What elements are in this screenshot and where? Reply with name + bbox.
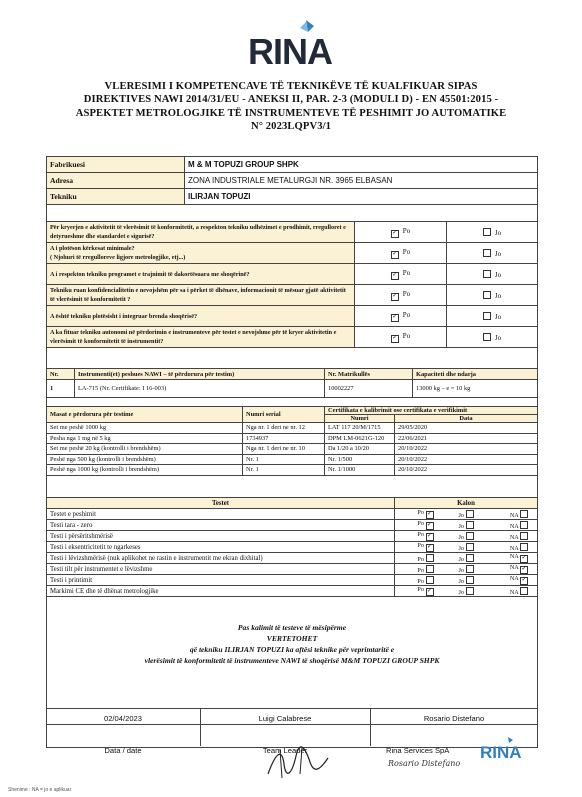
mass-serial: 1734937	[243, 433, 325, 444]
jo-checkbox[interactable]	[466, 587, 474, 595]
cert-number-header: Numri	[325, 415, 395, 423]
test-jo-cell	[443, 509, 483, 520]
mass-cert: Nr. 1/1000	[325, 465, 395, 476]
mass-row	[47, 465, 538, 476]
tests-header: Testet	[47, 498, 395, 509]
no-checkbox[interactable]	[483, 249, 491, 257]
no-label: Jo	[494, 249, 502, 258]
answer-yes-cell	[355, 264, 447, 285]
conclusion-line-2: VERTETOHET	[266, 634, 318, 643]
po-label: Po	[417, 555, 424, 563]
yes-label: Po	[402, 268, 411, 277]
na-checkbox[interactable]	[520, 587, 528, 595]
jo-checkbox[interactable]	[466, 576, 474, 584]
po-checkbox[interactable]: ✓	[426, 522, 433, 528]
test-row	[47, 542, 538, 553]
answer-no-cell	[447, 243, 538, 264]
yes-checkbox[interactable]: ✓	[392, 313, 398, 320]
test-row	[47, 553, 538, 564]
no-checkbox[interactable]	[483, 312, 491, 320]
no-checkbox[interactable]	[483, 270, 491, 278]
po-checkbox[interactable]: ✓	[426, 511, 433, 517]
test-po-cell	[395, 542, 443, 553]
no-label: Jo	[494, 270, 502, 279]
no-checkbox[interactable]	[483, 333, 491, 341]
na-checkbox[interactable]: ✓	[521, 555, 527, 561]
mass-date: 20/10/2022	[395, 454, 538, 465]
yes-label: Po	[402, 289, 411, 298]
test-jo-cell	[443, 531, 483, 542]
instr-header-serial: Nr. Matrikullës	[325, 369, 413, 380]
cert-header: Certifikata e kalibrimit ose certifikata e verifikimit	[325, 407, 538, 415]
masses-table	[46, 406, 538, 476]
po-checkbox[interactable]	[426, 565, 434, 573]
test-row	[47, 564, 538, 575]
svg-text:RINA: RINA	[248, 31, 332, 66]
yes-label: Po	[402, 310, 411, 319]
mass-mass: Set me peshë 20 kg (kontrolli i brendshëm)	[47, 444, 243, 455]
test-po-cell	[395, 575, 443, 586]
leader-signature	[262, 744, 332, 780]
cert-date-header: Data	[395, 415, 538, 423]
question-text: A ka fituar tekniku autonomi në përdorimin e instrumenteve për testet e nevojshme për të kryer aktivitetin e vlerësimit të konformitetit të instrumentit?	[47, 327, 355, 348]
test-po-cell	[395, 531, 443, 542]
na-label: NA	[509, 564, 519, 571]
signature-mid-rule	[46, 724, 538, 725]
yes-label: Po	[402, 226, 411, 235]
mass-row	[47, 433, 538, 444]
po-label: Po	[417, 586, 424, 593]
instr-header-capacity: Kapaciteti dhe ndarja	[413, 369, 538, 380]
test-name: Testi i printimit	[47, 575, 395, 586]
test-na-cell	[483, 553, 538, 564]
question-row	[47, 222, 538, 243]
na-label: NA	[509, 588, 519, 596]
answer-no-cell	[447, 306, 538, 327]
test-row	[47, 586, 538, 597]
po-label: Po	[417, 566, 424, 574]
mass-mass: Pesha nga 1 mg në 5 kg	[47, 433, 243, 444]
mass-cert: Da 1/20 a 10/20	[325, 444, 395, 455]
test-jo-cell	[443, 575, 483, 586]
mass-date: 29/05/2020	[395, 423, 538, 434]
mass-date: 22/06/2021	[395, 433, 538, 444]
director-name: Rosario Distefano	[423, 714, 485, 723]
date-value: 02/04/2023	[103, 714, 142, 723]
answer-no-cell	[447, 285, 538, 306]
question-text: A i plotëson kërkesat minimale? ( Njohuri të rregulloreve ligjore metrologjike, etj...)	[47, 243, 355, 264]
na-label: NA	[509, 575, 519, 582]
mass-serial: Nga nr. 1 deri ne nr. 12	[243, 423, 325, 434]
tests-table	[46, 497, 538, 597]
question-text: A është tekniku plotësisht i integruar brenda shoqërisë?	[47, 306, 355, 327]
answer-no-cell	[447, 327, 538, 348]
answer-no-cell	[447, 222, 538, 243]
director-signature: Rosario Distefano	[388, 759, 461, 768]
na-checkbox[interactable]	[520, 521, 528, 529]
title-line-3: ASPEKTET METROLOGJIKE TË INSTRUMENTEVE TË PESHIMIT JO AUTOMATIKE	[75, 107, 507, 119]
no-checkbox[interactable]	[483, 291, 491, 299]
answer-no-cell	[447, 264, 538, 285]
question-text: A i respekton tekniku programet e trajnimit të dakortësuara me shoqërinë?	[47, 264, 355, 285]
no-label: Jo	[494, 228, 502, 237]
jo-label: Jo	[458, 588, 464, 596]
test-na-cell	[483, 564, 538, 575]
test-na-cell	[483, 575, 538, 586]
no-checkbox[interactable]	[483, 228, 491, 236]
technician-label: Tekniku	[47, 189, 185, 205]
jo-checkbox[interactable]	[466, 543, 474, 551]
rina-logo	[248, 18, 334, 66]
test-na-cell	[483, 520, 538, 531]
test-row	[47, 575, 538, 586]
test-row	[47, 531, 538, 542]
manufacturer-label: Fabrikuesi	[47, 157, 185, 173]
passes-header: Kalon	[395, 498, 538, 509]
na-checkbox[interactable]	[520, 510, 528, 518]
po-label: Po	[417, 577, 424, 585]
rina-logo-small	[480, 736, 522, 760]
jo-label: Jo	[458, 511, 464, 519]
title-line-1: VLERESIMI I KOMPETENCAVE TË TEKNIKËVE TË KUALFIKUAR SIPAS	[104, 81, 478, 92]
svg-text:RINA: RINA	[480, 743, 522, 760]
po-checkbox[interactable]: ✓	[426, 544, 433, 550]
no-label: Jo	[494, 312, 502, 321]
jo-checkbox[interactable]	[466, 554, 474, 562]
document-title	[40, 80, 542, 134]
leader-name: Luigi Calabrese	[258, 714, 312, 723]
mass-mass: Peshë nga 1000 kg (kontrolli i brendshëm)	[47, 465, 243, 476]
po-label: Po	[417, 531, 424, 538]
po-label: Po	[417, 509, 424, 516]
yes-checkbox[interactable]: ✓	[392, 334, 398, 341]
no-label: Jo	[494, 333, 502, 342]
team-leader-label: Team Leader	[262, 746, 308, 755]
question-row	[47, 243, 538, 264]
address-label: Adresa	[47, 173, 185, 189]
instr-capacity: 13000 kg – e = 10 kg	[413, 380, 538, 398]
mass-cert: Nr. 1/500	[325, 454, 395, 465]
mass-date: 20/10/2022	[395, 465, 538, 476]
signature-top-rule	[46, 708, 538, 709]
na-label: NA	[509, 522, 519, 530]
manufacturer-value: M & M TOPUZI GROUP SHPK	[185, 157, 538, 173]
question-text: Për kryerjen e aktivitetit të vlerësimit të konformitetit, a respekton tekniku udhëzimet e prodhimit, rregulloret e detyrueshme dhe standardet e sigurisë?	[47, 222, 355, 243]
test-name: Testi i eksentricitetit te ngarkeses	[47, 542, 395, 553]
header-table	[46, 156, 538, 205]
question-row	[47, 327, 538, 348]
instr-header-nr: Nr.	[47, 369, 75, 380]
instruments-table	[46, 368, 538, 398]
answer-yes-cell	[355, 285, 447, 306]
yes-checkbox[interactable]: ✓	[392, 292, 398, 299]
question-row	[47, 285, 538, 306]
test-na-cell	[483, 509, 538, 520]
mass-serial: Nga nr. 1 deri ne nr. 10	[243, 444, 325, 455]
conclusion-line-3: që tekniku ILIRJAN TOPUZI ka aftësi teknike për veprimtaritë e	[189, 645, 395, 654]
na-checkbox[interactable]	[520, 532, 528, 540]
na-checkbox[interactable]	[520, 543, 528, 551]
test-jo-cell	[443, 553, 483, 564]
question-text: Tekniku ruan konfidencialitetin e nevojshëm për sa i përket të dhënave, informacionit të mësuar gjatë aktivitetit të vlerësimit të konformitetit ?	[47, 285, 355, 306]
test-name: Testet e peshimit	[47, 509, 395, 520]
na-label: NA	[509, 533, 519, 541]
yes-checkbox[interactable]: ✓	[392, 229, 398, 236]
po-checkbox[interactable]	[426, 576, 434, 584]
jo-label: Jo	[458, 555, 464, 563]
po-checkbox[interactable]: ✓	[426, 533, 433, 539]
conclusion-line-4: vlerësimit të konformitetit të instrumenteve NAWI të shoqërisë M&M TOPUZI GROUP SHPK	[144, 656, 440, 665]
test-name: Testi i lëvizshmërisë (nuk aplikohet ne rastin e instrumentit me ekran dixhital)	[47, 553, 395, 564]
jo-label: Jo	[458, 566, 464, 574]
test-jo-cell	[443, 586, 483, 597]
test-po-cell	[395, 553, 443, 564]
mass-header: Masat e përdorura për testime	[47, 407, 243, 423]
jo-label: Jo	[458, 533, 464, 541]
po-label: Po	[417, 520, 424, 527]
technician-value: ILIRJAN TOPUZI	[185, 189, 538, 205]
mass-serial: Nr. 1	[243, 465, 325, 476]
conclusion-line-1: Pas kalimit të testeve të mësipërme	[237, 623, 347, 632]
instr-serial: 10002227	[325, 380, 413, 398]
test-name: Testi i përsëritshmërisë	[47, 531, 395, 542]
jo-checkbox[interactable]	[466, 532, 474, 540]
jo-checkbox[interactable]	[466, 565, 474, 573]
jo-checkbox[interactable]	[466, 521, 474, 529]
questions-table	[46, 221, 538, 348]
instr-name: LA-715 (Nr. Certifikate: I 16-003)	[75, 380, 325, 398]
jo-checkbox[interactable]	[466, 510, 474, 518]
na-checkbox[interactable]: ✓	[521, 566, 527, 572]
date-label: Data / date	[104, 746, 142, 755]
test-jo-cell	[443, 564, 483, 575]
answer-yes-cell	[355, 306, 447, 327]
test-name: Testi tilt për instrumentet e lëvizshme	[47, 564, 395, 575]
test-row	[47, 520, 538, 531]
na-checkbox[interactable]: ✓	[521, 577, 527, 583]
mass-mass: Peshë nga 500 kg (kontrolli i brendshëm)	[47, 454, 243, 465]
po-label: Po	[417, 542, 424, 549]
test-po-cell	[395, 564, 443, 575]
test-row	[47, 509, 538, 520]
yes-checkbox[interactable]: ✓	[392, 250, 398, 257]
address-value: ZONA INDUSTRIALE METALURGJI NR. 3965 ELBASAN	[185, 173, 538, 189]
footer-note: Shenime : NA = jo e aplikuar	[8, 787, 72, 793]
conclusion	[46, 622, 538, 666]
yes-label: Po	[402, 331, 411, 340]
question-row	[47, 306, 538, 327]
jo-label: Jo	[458, 522, 464, 530]
test-po-cell	[395, 509, 443, 520]
test-na-cell	[483, 586, 538, 597]
instr-header-name: Instrumenti(et) peshues NAWI – të përdorura për testim)	[75, 369, 325, 380]
yes-checkbox[interactable]: ✓	[392, 271, 398, 278]
certificate-number: N° 2023LQPV3/1	[250, 121, 332, 133]
test-na-cell	[483, 542, 538, 553]
na-label: NA	[509, 553, 519, 560]
jo-label: Jo	[458, 544, 464, 552]
po-checkbox[interactable]: ✓	[426, 588, 433, 594]
mass-row	[47, 423, 538, 434]
test-name: Markimi CE dhe të dhënat metrologjike	[47, 586, 395, 597]
no-label: Jo	[494, 291, 502, 300]
question-row	[47, 264, 538, 285]
po-checkbox[interactable]	[426, 554, 434, 562]
answer-yes-cell	[355, 243, 447, 264]
test-jo-cell	[443, 542, 483, 553]
test-jo-cell	[443, 520, 483, 531]
company-name: Rina Services SpA	[386, 746, 450, 755]
mass-row	[47, 444, 538, 455]
mass-cert: LAT 117 20/M/1715	[325, 423, 395, 434]
mass-serial: Nr. 1	[243, 454, 325, 465]
test-na-cell	[483, 531, 538, 542]
test-name: Testi tara - zero	[47, 520, 395, 531]
na-label: NA	[509, 544, 519, 552]
mass-date: 20/10/2022	[395, 444, 538, 455]
jo-label: Jo	[458, 577, 464, 585]
mass-row	[47, 454, 538, 465]
answer-yes-cell	[355, 327, 447, 348]
serial-header: Numri serial	[243, 407, 325, 423]
na-label: NA	[509, 511, 519, 519]
title-line-2: DIREKTIVES NAWI 2014/31/EU - ANEKSI II, PAR. 2-3 (MODULI D) - EN 45501:2015 -	[83, 94, 499, 106]
mass-mass: Set me peshë 1000 kg	[47, 423, 243, 434]
test-po-cell	[395, 586, 443, 597]
instr-nr: 1	[47, 380, 75, 398]
test-po-cell	[395, 520, 443, 531]
yes-label: Po	[402, 247, 411, 256]
answer-yes-cell	[355, 222, 447, 243]
mass-cert: DPM LM-0621G-120	[325, 433, 395, 444]
